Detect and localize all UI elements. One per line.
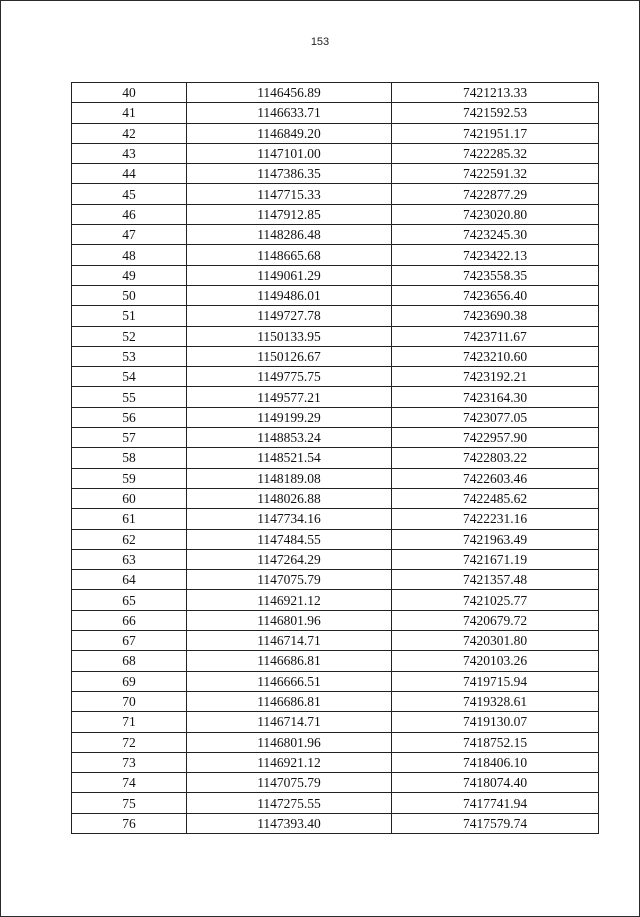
x-coordinate-cell: 1149199.29 [187,407,392,427]
y-coordinate-cell: 7421592.53 [392,103,599,123]
y-coordinate-cell: 7423077.05 [392,407,599,427]
x-coordinate-cell: 1147275.55 [187,793,392,813]
x-coordinate-cell: 1147264.29 [187,549,392,569]
x-coordinate-cell: 1147393.40 [187,813,392,833]
point-number-cell: 70 [72,691,187,711]
y-coordinate-cell: 7423245.30 [392,225,599,245]
x-coordinate-cell: 1146633.71 [187,103,392,123]
point-number-cell: 42 [72,123,187,143]
y-coordinate-cell: 7421963.49 [392,529,599,549]
x-coordinate-cell: 1146714.71 [187,712,392,732]
table-row [72,164,599,184]
x-coordinate-cell: 1146921.12 [187,752,392,772]
point-number-cell: 75 [72,793,187,813]
point-number-cell: 63 [72,549,187,569]
x-coordinate-cell: 1147075.79 [187,773,392,793]
x-coordinate-cell: 1146666.51 [187,671,392,691]
table-row [72,225,599,245]
point-number-cell: 44 [72,164,187,184]
table-row [72,732,599,752]
y-coordinate-cell: 7418074.40 [392,773,599,793]
x-coordinate-cell: 1149061.29 [187,265,392,285]
table-row [72,549,599,569]
coordinates-table-body [72,83,599,834]
y-coordinate-cell: 7423558.35 [392,265,599,285]
y-coordinate-cell: 7423690.38 [392,306,599,326]
point-number-cell: 52 [72,326,187,346]
x-coordinate-cell: 1148189.08 [187,468,392,488]
x-coordinate-cell: 1147075.79 [187,570,392,590]
point-number-cell: 45 [72,184,187,204]
table-row [72,346,599,366]
point-number-cell: 55 [72,387,187,407]
y-coordinate-cell: 7423711.67 [392,326,599,346]
table-row [72,529,599,549]
table-row [72,691,599,711]
y-coordinate-cell: 7420103.26 [392,651,599,671]
table-row [72,570,599,590]
table-row [72,712,599,732]
x-coordinate-cell: 1147386.35 [187,164,392,184]
x-coordinate-cell: 1148521.54 [187,448,392,468]
y-coordinate-cell: 7421025.77 [392,590,599,610]
y-coordinate-cell: 7422877.29 [392,184,599,204]
coordinates-table [71,82,599,834]
table-row [72,509,599,529]
table-row [72,752,599,772]
point-number-cell: 49 [72,265,187,285]
point-number-cell: 46 [72,204,187,224]
table-row [72,143,599,163]
table-row [72,83,599,103]
point-number-cell: 60 [72,488,187,508]
y-coordinate-cell: 7421951.17 [392,123,599,143]
x-coordinate-cell: 1146686.81 [187,651,392,671]
x-coordinate-cell: 1148665.68 [187,245,392,265]
x-coordinate-cell: 1149727.78 [187,306,392,326]
x-coordinate-cell: 1150126.67 [187,346,392,366]
y-coordinate-cell: 7419328.61 [392,691,599,711]
y-coordinate-cell: 7422231.16 [392,509,599,529]
point-number-cell: 54 [72,367,187,387]
x-coordinate-cell: 1146456.89 [187,83,392,103]
point-number-cell: 69 [72,671,187,691]
point-number-cell: 64 [72,570,187,590]
x-coordinate-cell: 1148286.48 [187,225,392,245]
point-number-cell: 43 [72,143,187,163]
table-row [72,631,599,651]
table-row [72,468,599,488]
y-coordinate-cell: 7418406.10 [392,752,599,772]
point-number-cell: 65 [72,590,187,610]
table-row [72,265,599,285]
x-coordinate-cell: 1146686.81 [187,691,392,711]
page-number: 153 [310,36,330,48]
y-coordinate-cell: 7421213.33 [392,83,599,103]
table-row [72,103,599,123]
table-row [72,773,599,793]
x-coordinate-cell: 1146714.71 [187,631,392,651]
x-coordinate-cell: 1148026.88 [187,488,392,508]
point-number-cell: 74 [72,773,187,793]
y-coordinate-cell: 7419130.07 [392,712,599,732]
table-row [72,407,599,427]
y-coordinate-cell: 7420679.72 [392,610,599,630]
x-coordinate-cell: 1147912.85 [187,204,392,224]
table-row [72,367,599,387]
y-coordinate-cell: 7417741.94 [392,793,599,813]
table-row [72,123,599,143]
table-row [72,326,599,346]
point-number-cell: 72 [72,732,187,752]
table-row [72,245,599,265]
y-coordinate-cell: 7417579.74 [392,813,599,833]
y-coordinate-cell: 7421671.19 [392,549,599,569]
x-coordinate-cell: 1149775.75 [187,367,392,387]
point-number-cell: 68 [72,651,187,671]
point-number-cell: 66 [72,610,187,630]
x-coordinate-cell: 1146801.96 [187,732,392,752]
point-number-cell: 56 [72,407,187,427]
y-coordinate-cell: 7423192.21 [392,367,599,387]
point-number-cell: 76 [72,813,187,833]
point-number-cell: 53 [72,346,187,366]
x-coordinate-cell: 1147101.00 [187,143,392,163]
x-coordinate-cell: 1147734.16 [187,509,392,529]
x-coordinate-cell: 1148853.24 [187,428,392,448]
point-number-cell: 61 [72,509,187,529]
y-coordinate-cell: 7422591.32 [392,164,599,184]
y-coordinate-cell: 7419715.94 [392,671,599,691]
y-coordinate-cell: 7423164.30 [392,387,599,407]
table-row [72,793,599,813]
y-coordinate-cell: 7418752.15 [392,732,599,752]
y-coordinate-cell: 7422957.90 [392,428,599,448]
x-coordinate-cell: 1146921.12 [187,590,392,610]
table-row [72,285,599,305]
point-number-cell: 41 [72,103,187,123]
table-row [72,610,599,630]
point-number-cell: 48 [72,245,187,265]
y-coordinate-cell: 7422285.32 [392,143,599,163]
table-row [72,813,599,833]
x-coordinate-cell: 1146801.96 [187,610,392,630]
table-row [72,488,599,508]
y-coordinate-cell: 7423210.60 [392,346,599,366]
x-coordinate-cell: 1147715.33 [187,184,392,204]
table-row [72,306,599,326]
point-number-cell: 50 [72,285,187,305]
point-number-cell: 59 [72,468,187,488]
table-row [72,204,599,224]
y-coordinate-cell: 7420301.80 [392,631,599,651]
y-coordinate-cell: 7422803.22 [392,448,599,468]
x-coordinate-cell: 1146849.20 [187,123,392,143]
y-coordinate-cell: 7423020.80 [392,204,599,224]
x-coordinate-cell: 1149486.01 [187,285,392,305]
y-coordinate-cell: 7423656.40 [392,285,599,305]
table-row [72,448,599,468]
table-row [72,428,599,448]
point-number-cell: 40 [72,83,187,103]
point-number-cell: 47 [72,225,187,245]
point-number-cell: 62 [72,529,187,549]
point-number-cell: 73 [72,752,187,772]
y-coordinate-cell: 7422603.46 [392,468,599,488]
table-row [72,184,599,204]
y-coordinate-cell: 7423422.13 [392,245,599,265]
point-number-cell: 71 [72,712,187,732]
point-number-cell: 51 [72,306,187,326]
x-coordinate-cell: 1147484.55 [187,529,392,549]
point-number-cell: 67 [72,631,187,651]
y-coordinate-cell: 7422485.62 [392,488,599,508]
table-row [72,671,599,691]
point-number-cell: 57 [72,428,187,448]
table-row [72,651,599,671]
y-coordinate-cell: 7421357.48 [392,570,599,590]
point-number-cell: 58 [72,448,187,468]
table-row [72,387,599,407]
x-coordinate-cell: 1150133.95 [187,326,392,346]
x-coordinate-cell: 1149577.21 [187,387,392,407]
table-row [72,590,599,610]
